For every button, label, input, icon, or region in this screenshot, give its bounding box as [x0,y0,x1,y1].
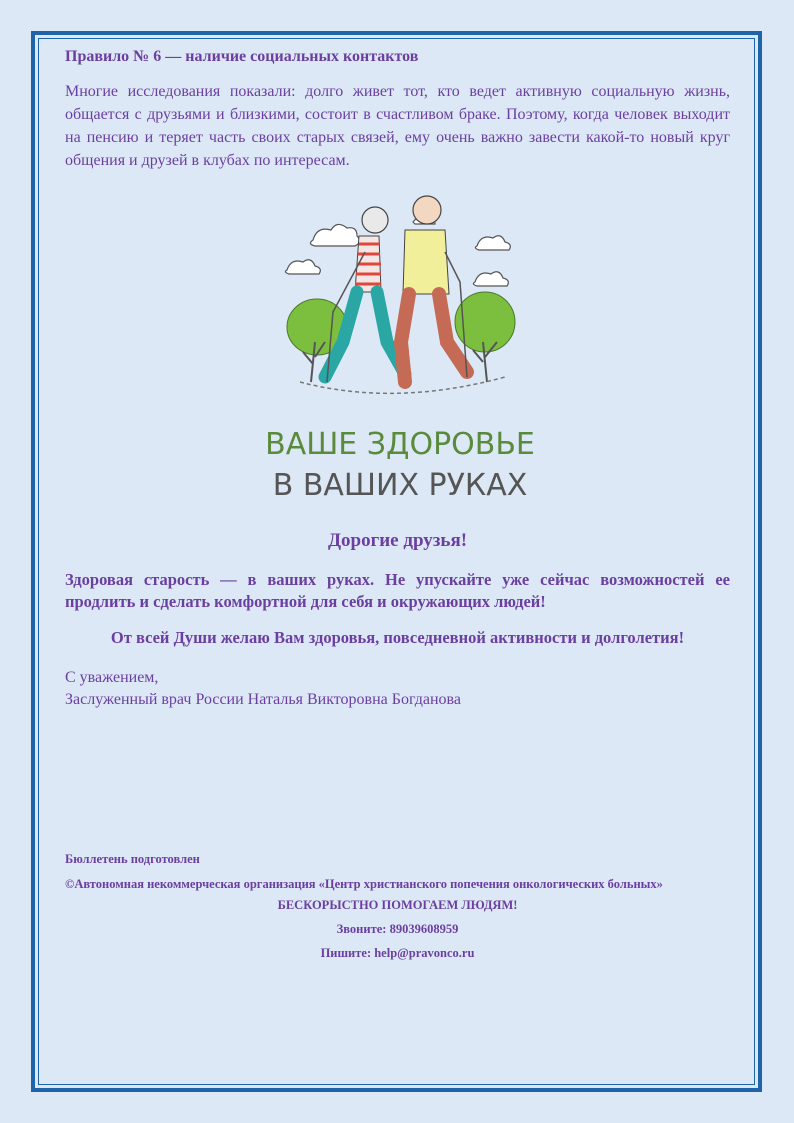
health-text: Здоровая старость — в ваших руках. Не упускайте уже сейчас возможностей ее продлить и сделать комфортной для себя и окружающих людей! [65,570,730,611]
author-line: Заслуженный врач России Наталья Викторовна Богданова [65,691,461,708]
cloud-icon [285,217,510,286]
footer [65,852,730,961]
slogan-line: БЕСКОРЫСТНО ПОМОГАЕМ ЛЮДЯМ! [277,898,518,912]
phone-line: Звоните: 89039608959 [336,922,459,936]
prepared-line: Бюллетень подготовлен [65,852,200,866]
rule-section [65,48,730,172]
rule-text: Многие исследования показали: долго живет тот, кто ведет активную социальную жизнь, общается с друзьями и близкими, состоит в счастливом браке. Поэтому, когда человек выходит на пенсию и теряет часть своих старых связей, ему очень важно завести какой-то новый круг общения и друзей в клубах по интересам. [65,83,730,169]
caption-line-2: В ВАШИХ РУКАХ [272,468,528,503]
rule-title: Правило № 6 — наличие социальных контактов [65,48,419,65]
email-line: Пишите: help@pravonco.ru [320,946,475,960]
caption-line-1: ВАШЕ ЗДОРОВЬЕ [265,427,535,462]
wish-text: От всей Души желаю Вам здоровья, повседневной активности и долголетия! [110,628,685,647]
walking-couple-illustration [255,192,545,512]
signature-block [65,667,730,711]
organization-line: ©Автономная некоммерческая организация «Центр христианского попечения онкологических больных» [65,877,663,891]
regards-line: С уважением, [65,669,159,686]
greeting-heading: Дорогие друзья! [327,530,468,551]
